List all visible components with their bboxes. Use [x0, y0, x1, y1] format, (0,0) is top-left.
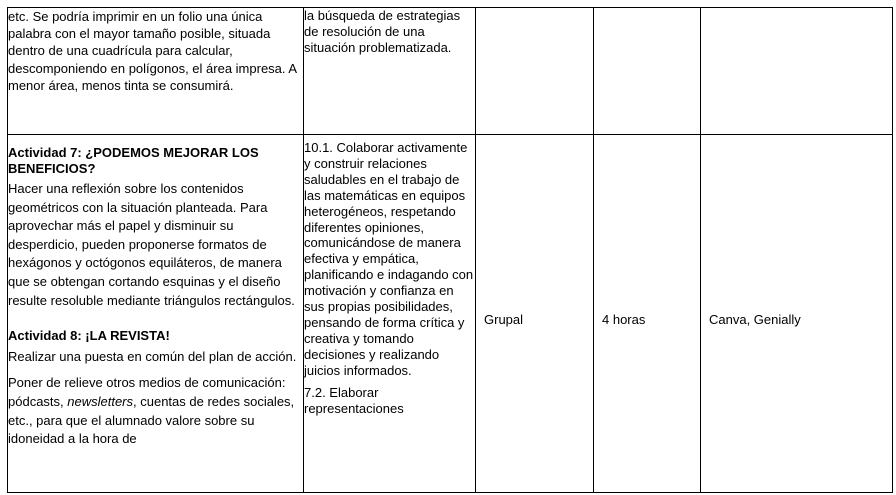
row1-resources-cell — [701, 8, 893, 135]
activity-8-text-2 — [8, 374, 303, 448]
activity-7-text: Hacer una reflexión sobre los contenidos geométricos con la situación planteada. Para aprovechar más el papel y disminuir su desperdicio, pueden proponerse formatos de hexágonos y octógonos equiláteros, de manera que se obtengan cortando esquinas y el diseño resulte resoluble mediante triángulos rectángulos. — [8, 181, 295, 308]
resources-value: Canva, Genially — [709, 312, 801, 327]
row2-criteria-cell — [304, 135, 476, 493]
activity-8-title: Actividad 8: ¡LA REVISTA! — [8, 328, 170, 344]
row1-grouping-cell — [476, 8, 594, 135]
row2-resources-cell — [701, 135, 893, 493]
activities-table — [7, 7, 893, 493]
criteria-7-2-text: 7.2. Elaborar representaciones — [304, 384, 404, 416]
duration-value: 4 horas — [602, 312, 646, 327]
row1-duration-cell — [594, 8, 701, 135]
activity-8-text-2-emphasis: newsletters — [67, 393, 134, 409]
activity-7-title: Actividad 7: ¿PODEMOS MEJORAR LOS BENEFICIOS? — [8, 145, 259, 176]
row1-activity-text: etc. Se podría imprimir en un folio una única palabra con el mayor tamaño posible, situada dentro de una cuadrícula para calcular, descomponiendo en polígonos, el área impresa. A menor área, menos tinta se consumirá. — [8, 9, 297, 93]
table-row — [8, 135, 893, 493]
grouping-value: Grupal — [484, 312, 524, 327]
criteria-10-1-text: 10.1. Colaborar activamente y construir relaciones saludables en el trabajo de las matemáticas en equipos heterogéneos, respetando diferentes opiniones, comunicándose de manera efectiva y empática, planificando e indagando con motivación y confianza en sus propias posibilidades, pensando de forma crítica y creativa y tomando decisiones y realizando juicios informados. — [304, 140, 474, 378]
activity-8-text-1: Realizar una puesta en común del plan de acción. — [8, 349, 297, 365]
row1-activity-cell — [8, 8, 304, 135]
row2-activity-cell — [8, 135, 304, 493]
row1-criteria-cell — [304, 8, 476, 135]
table-row — [8, 8, 893, 135]
row2-grouping-cell — [476, 135, 594, 493]
activity-8-text-2-start: Poner de relieve otros medios de comunicación: pódcasts, — [8, 375, 286, 409]
row2-duration-cell — [594, 135, 701, 493]
activity-8-text-2-end: , cuentas de redes sociales, etc., para que el alumnado valore sobre su idoneidad a la hora de — [8, 393, 295, 447]
row1-criteria-text: la búsqueda de estrategias de resolución de una situación problematizada. — [304, 8, 461, 55]
